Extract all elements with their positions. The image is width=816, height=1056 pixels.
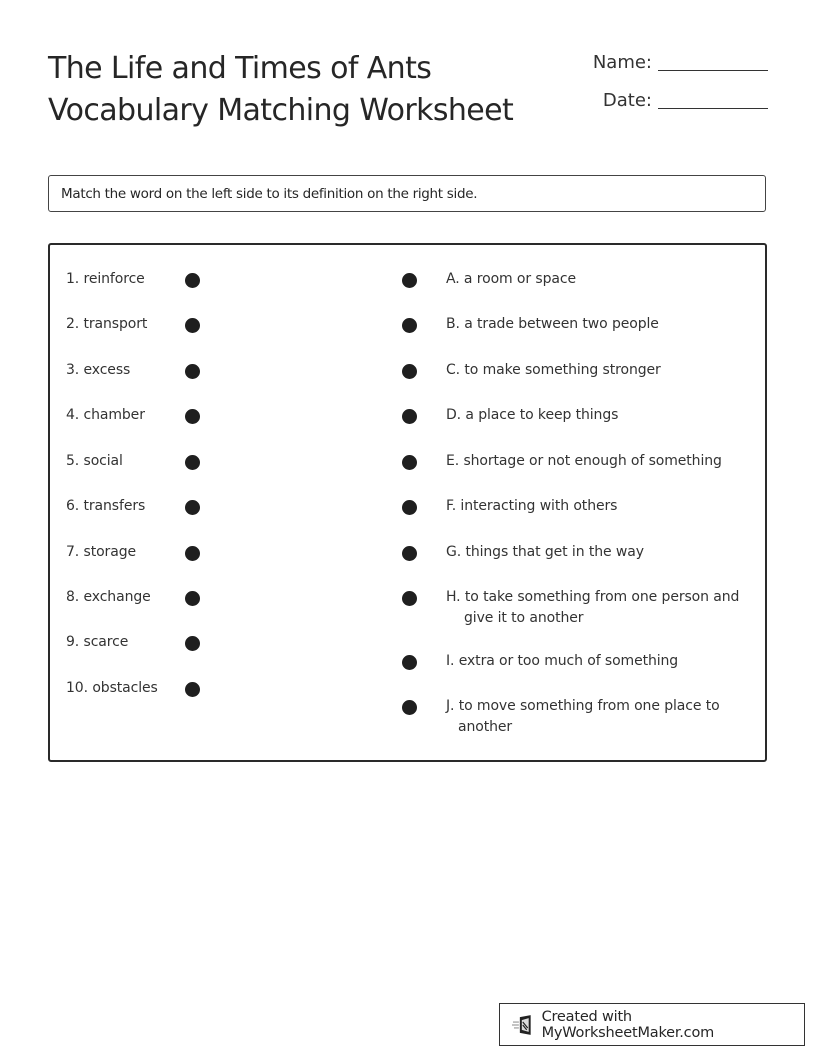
- word-dot[interactable]: [185, 364, 200, 379]
- word-dot[interactable]: [185, 682, 200, 697]
- instructions-box: [48, 175, 766, 212]
- definition-dot[interactable]: [402, 700, 417, 715]
- definition-dot[interactable]: [402, 364, 417, 379]
- word-item: 8. exchange: [66, 589, 151, 605]
- definition-dot[interactable]: [402, 546, 417, 561]
- word-dot[interactable]: [185, 546, 200, 561]
- word-item: 7. storage: [66, 544, 136, 560]
- definition-item: J. to move something from one place to another: [446, 698, 720, 735]
- definition-dot[interactable]: [402, 500, 417, 515]
- title-line-1: The Life and Times of Ants: [48, 51, 432, 86]
- definition-dot[interactable]: [402, 655, 417, 670]
- definition-item: E. shortage or not enough of something: [446, 453, 722, 469]
- word-dot[interactable]: [185, 500, 200, 515]
- word-dot[interactable]: [185, 318, 200, 333]
- word-item: 9. scarce: [66, 634, 129, 650]
- name-blank-line[interactable]: [658, 69, 768, 71]
- word-item: 3. excess: [66, 362, 131, 378]
- instructions-text: Match the word on the left side to its definition on the right side.: [61, 185, 478, 202]
- definition-item: B. a trade between two people: [446, 316, 659, 332]
- date-label: Date:: [602, 90, 652, 111]
- footer-text: Created with MyWorksheetMaker.com: [541, 1008, 715, 1041]
- definition-item: G. things that get in the way: [446, 544, 644, 560]
- word-item: 10. obstacles: [66, 680, 158, 696]
- word-item: 6. transfers: [66, 498, 146, 514]
- definition-item: H. to take something from one person and give it to another: [446, 589, 740, 626]
- definition-dot[interactable]: [402, 455, 417, 470]
- name-field: [572, 52, 768, 73]
- word-dot[interactable]: [185, 409, 200, 424]
- definition-item: A. a room or space: [446, 271, 576, 287]
- word-dot[interactable]: [185, 591, 200, 606]
- definition-item: I. extra or too much of something: [446, 653, 679, 669]
- word-dot[interactable]: [185, 273, 200, 288]
- word-item: 5. social: [66, 453, 123, 469]
- date-field: [572, 90, 768, 111]
- definition-item: C. to make something stronger: [446, 362, 661, 378]
- page-title: [48, 48, 513, 132]
- word-item: 4. chamber: [66, 407, 145, 423]
- word-dot[interactable]: [185, 455, 200, 470]
- definition-dot[interactable]: [402, 409, 417, 424]
- definition-item: D. a place to keep things: [446, 407, 619, 423]
- name-label: Name:: [592, 52, 652, 73]
- worksheet-maker-logo-icon: [512, 1014, 536, 1036]
- word-item: 1. reinforce: [66, 271, 145, 287]
- footer-credit[interactable]: [499, 1003, 805, 1046]
- title-line-2: Vocabulary Matching Worksheet: [48, 93, 514, 128]
- definition-dot[interactable]: [402, 273, 417, 288]
- definition-item: F. interacting with others: [446, 498, 618, 514]
- definition-dot[interactable]: [402, 318, 417, 333]
- word-dot[interactable]: [185, 636, 200, 651]
- definition-dot[interactable]: [402, 591, 417, 606]
- word-item: 2. transport: [66, 316, 148, 332]
- date-blank-line[interactable]: [658, 107, 768, 109]
